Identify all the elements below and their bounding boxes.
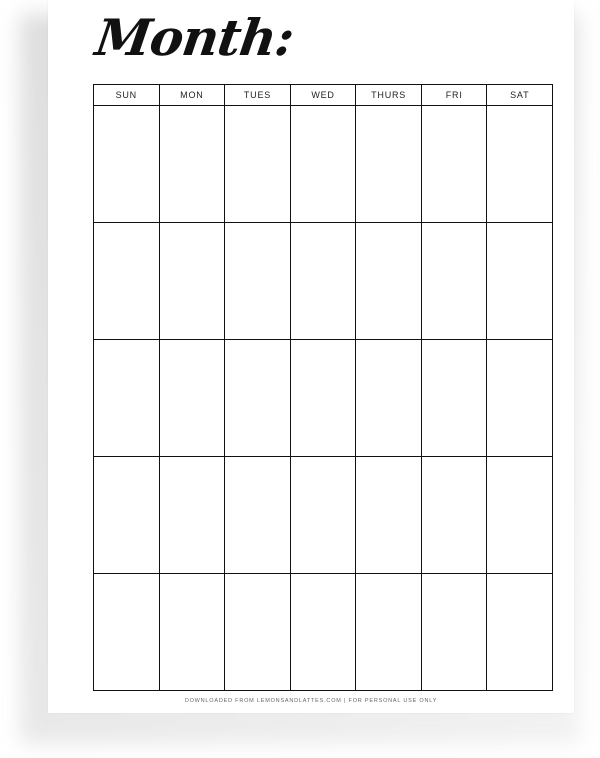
- day-cell: [225, 340, 291, 456]
- day-header-sat: SAT: [510, 90, 530, 100]
- week-row: [94, 106, 552, 223]
- day-cell: [356, 457, 422, 573]
- day-cell: [160, 457, 226, 573]
- day-cell: [422, 223, 488, 339]
- day-cell: [356, 574, 422, 690]
- day-cell: [487, 340, 552, 456]
- day-cell: [291, 340, 357, 456]
- day-header-thurs: THURS: [356, 85, 422, 105]
- day-cell: [487, 106, 552, 222]
- day-cell: [94, 457, 160, 573]
- month-title: Month:: [91, 8, 298, 67]
- day-cell: [225, 457, 291, 573]
- week-row: [94, 223, 552, 340]
- day-cell: [94, 340, 160, 456]
- day-cell: [356, 106, 422, 222]
- footer-note: DOWNLOADED FROM LEMONSANDLATTES.COM | FOR PERSONAL USE ONLY: [184, 698, 438, 704]
- weeks-container: [94, 106, 552, 690]
- day-cell: [291, 223, 357, 339]
- week-row: [94, 574, 552, 690]
- day-cell: [160, 223, 226, 339]
- week-row: [94, 340, 552, 457]
- day-cell: [356, 223, 422, 339]
- day-header-mon: MON: [160, 85, 226, 105]
- day-cell: [225, 106, 291, 222]
- planner-page: [48, 0, 574, 713]
- day-cell: [291, 574, 357, 690]
- day-cell: [225, 574, 291, 690]
- day-cell: [160, 574, 226, 690]
- day-cell: [160, 106, 226, 222]
- day-cell: [487, 457, 552, 573]
- day-header-sun: SUN: [94, 85, 160, 105]
- day-cell: [356, 340, 422, 456]
- day-cell: [291, 457, 357, 573]
- week-row: [94, 457, 552, 574]
- day-cell: [160, 340, 226, 456]
- day-header-fri: FRI: [422, 85, 488, 105]
- calendar-grid: [93, 84, 553, 691]
- day-cell: [94, 106, 160, 222]
- day-header-wed: WED: [291, 85, 357, 105]
- day-cell: [422, 340, 488, 456]
- day-cell: [487, 223, 552, 339]
- day-cell: [487, 574, 552, 690]
- day-cell: [422, 457, 488, 573]
- day-cell: [422, 574, 488, 690]
- day-cell: [94, 223, 160, 339]
- day-cell: [422, 106, 488, 222]
- day-header-row: [94, 85, 552, 106]
- day-cell: [94, 574, 160, 690]
- day-header-tues: TUES: [225, 85, 291, 105]
- day-cell: [291, 106, 357, 222]
- day-cell: [225, 223, 291, 339]
